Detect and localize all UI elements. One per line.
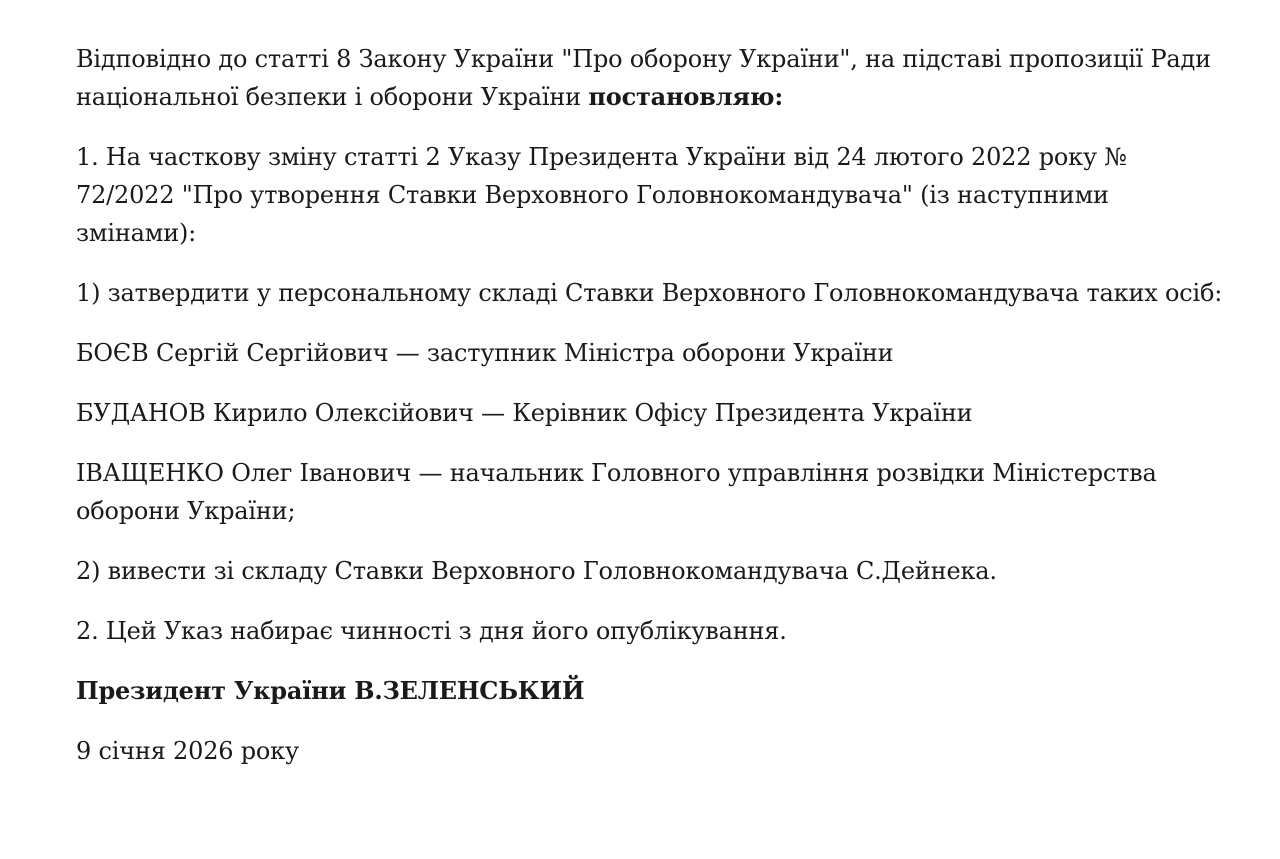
decree-document	[76, 40, 1226, 792]
signature: Президент України В.ЗЕЛЕНСЬКИЙ	[76, 676, 585, 705]
person-entry-ivashchenko: ІВАЩЕНКО Олег Іванович — начальник Головного управління розвідки Міністерства оборони України;	[76, 459, 1157, 525]
item-2-paragraph: 2. Цей Указ набирає чинності з дня його опублікування.	[76, 617, 787, 645]
preamble-text: Відповідно до статті 8 Закону України "Про оборону України", на підставі пропозиції Ради національної безпеки і оборони України	[76, 45, 1211, 111]
decree-date: 9 січня 2026 року	[76, 737, 299, 765]
preamble-paragraph	[76, 40, 1226, 116]
item-1-2-paragraph: 2) вивести зі складу Ставки Верховного Головнокомандувача С.Дейнека.	[76, 557, 997, 585]
person-entry-budanov: БУДАНОВ Кирило Олексійович — Керівник Офісу Президента України	[76, 399, 973, 427]
person-entry-boiev: БОЄВ Сергій Сергійович — заступник Міністра оборони України	[76, 339, 894, 367]
preamble-resolution: постановляю:	[588, 82, 783, 111]
item-1-1-paragraph: 1) затвердити у персональному складі Ставки Верховного Головнокомандувача таких осіб:	[76, 279, 1223, 307]
item-1-paragraph: 1. На часткову зміну статті 2 Указу Президента України від 24 лютого 2022 року № 72/2022 "Про утворення Ставки Верховного Головнокомандувача" (із наступними змінами):	[76, 143, 1127, 247]
